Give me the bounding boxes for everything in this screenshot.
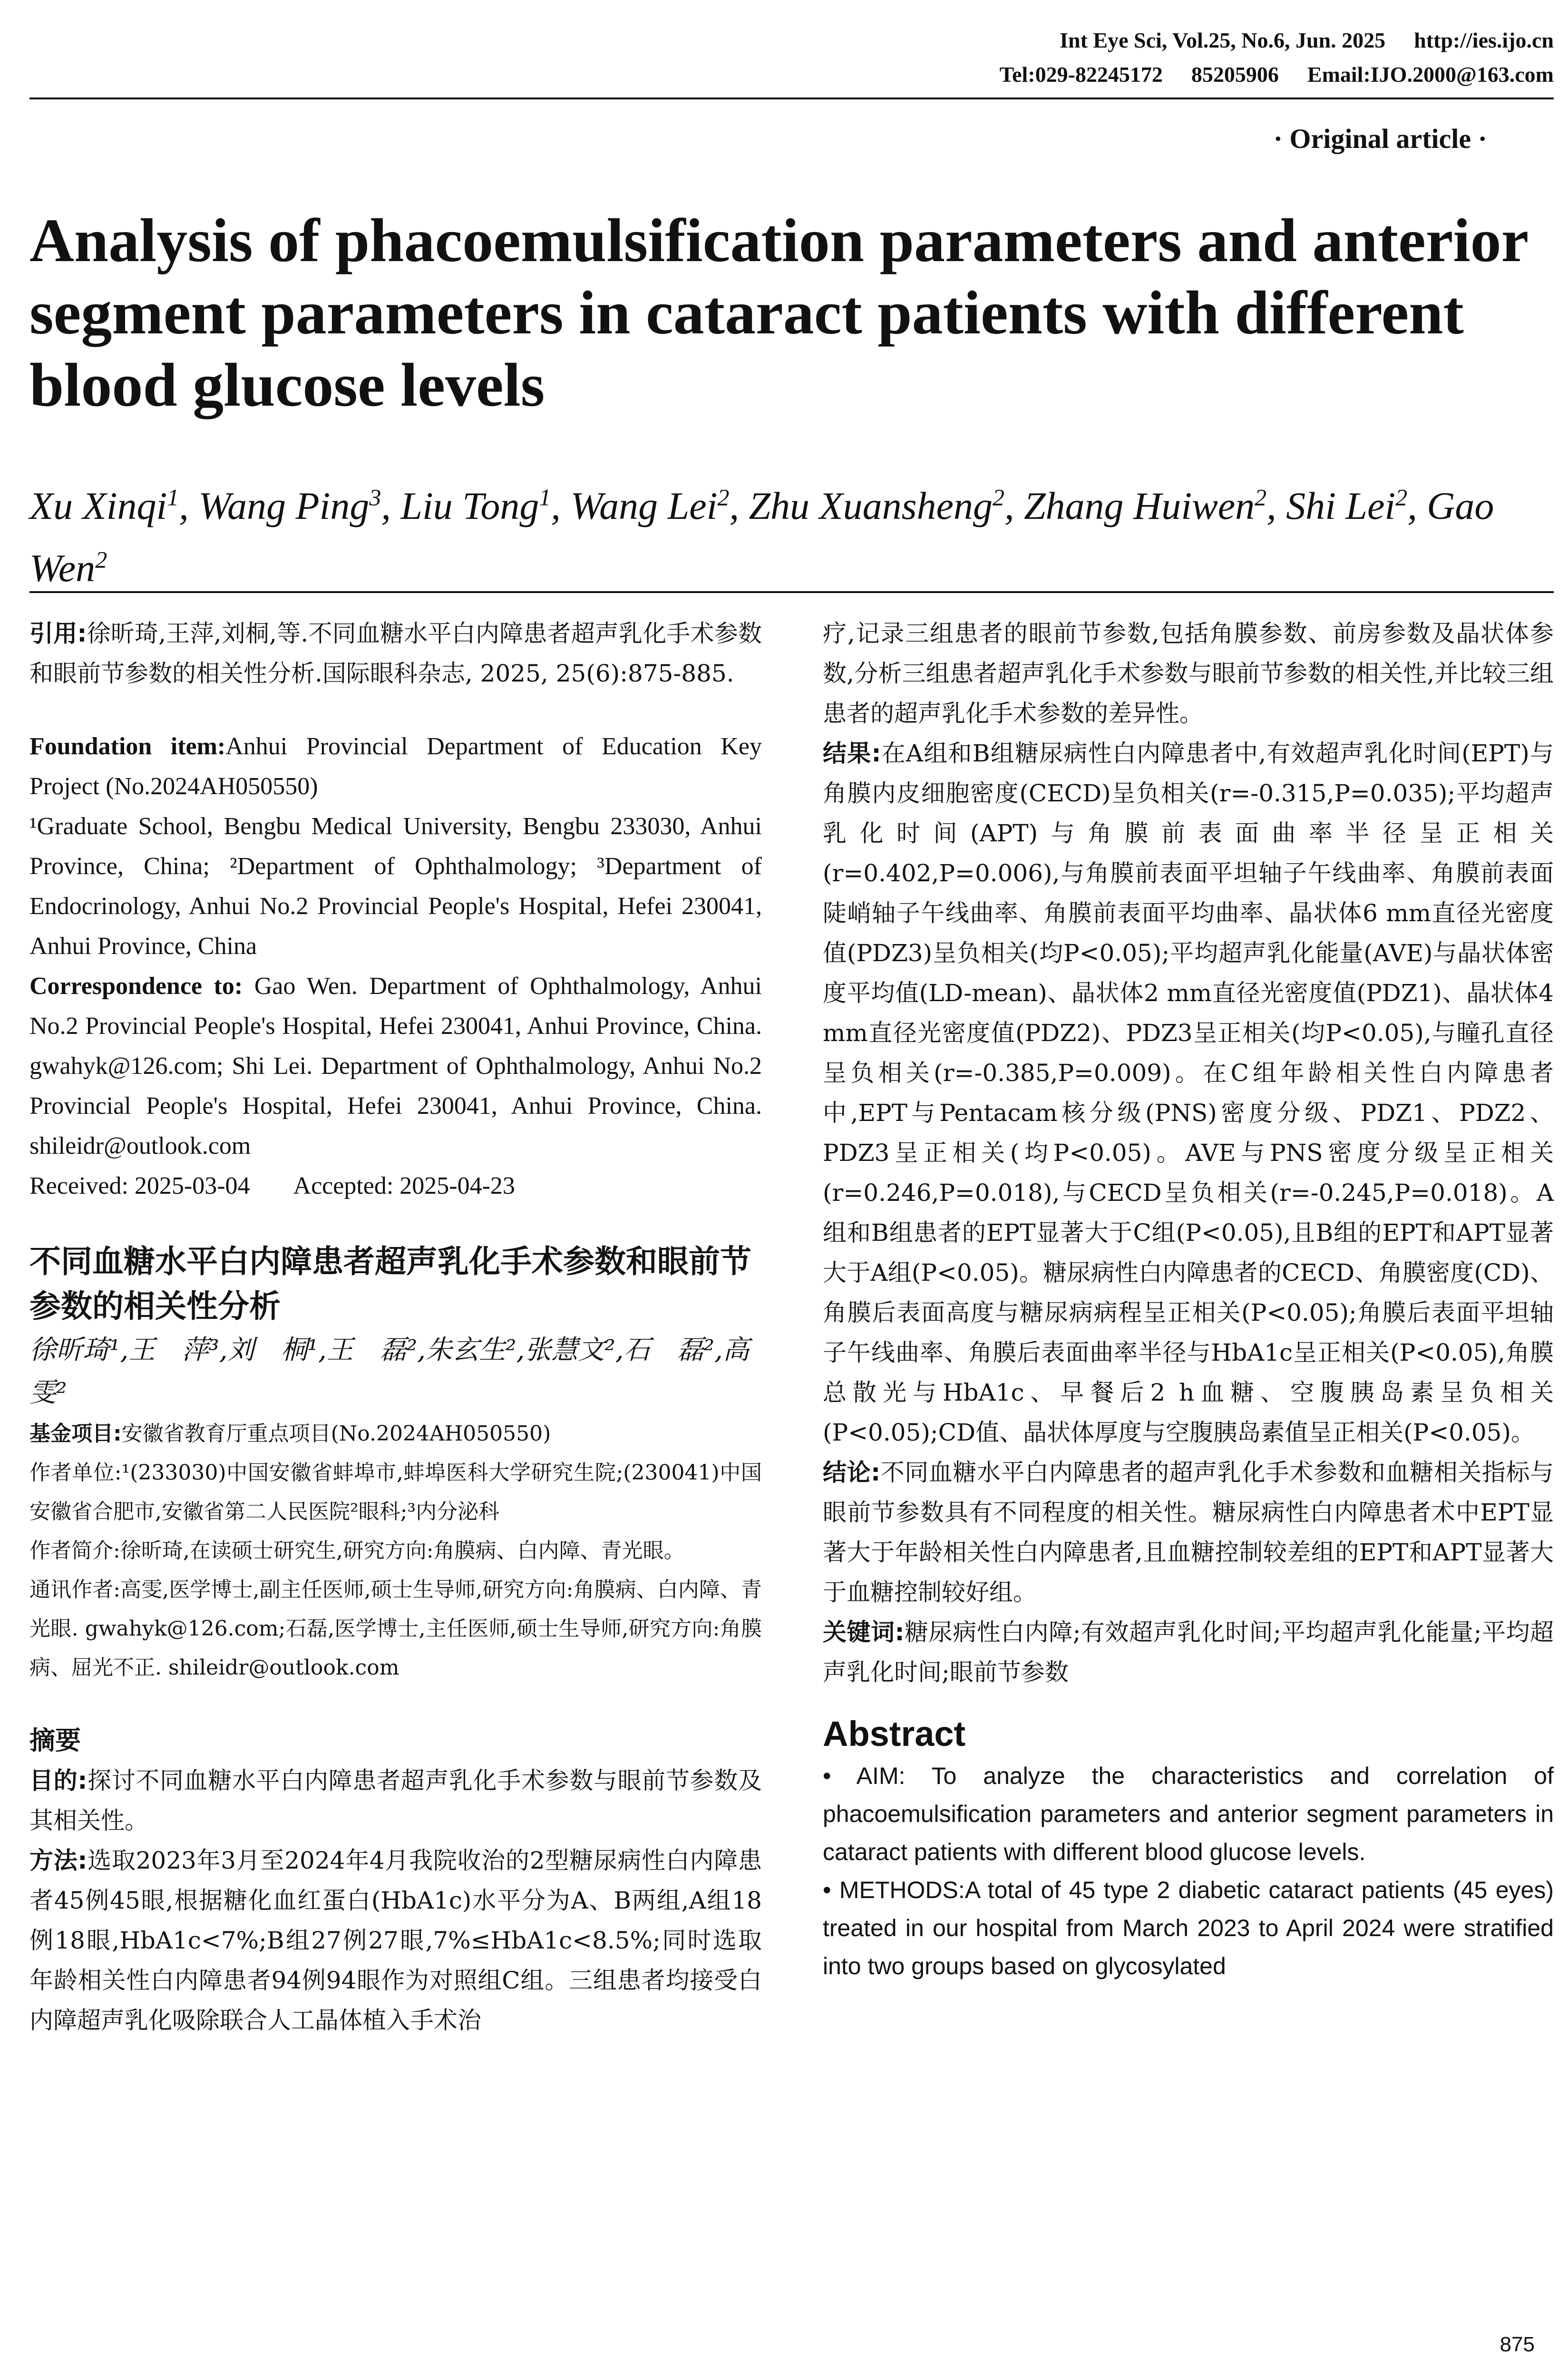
affiliations: ¹Graduate School, Bengbu Medical University, Bengbu 233030, Anhui Province, China; ²Department of Ophthalmology; ³Department of Endocrinology, Anhui No.2 Provincial People's Hospital, Hefei 230041, Anhui Province, China bbox=[29, 813, 762, 960]
journal-contact bbox=[1000, 62, 1554, 87]
cn-bio bbox=[29, 1531, 762, 1570]
author-name: Wang Ping$^3$ bbox=[198, 484, 381, 528]
journal-header bbox=[1060, 28, 1554, 53]
aim-cn-text: 探讨不同血糖水平白内障患者超声乳化手术参数与眼前节参数及其相关性。 bbox=[29, 1767, 762, 1834]
cn-unit-text: ¹(233030)中国安徽省蚌埠市,蚌埠医科大学研究生院;(230041)中国安徽省合肥市,安徽省第二人民医院²眼科;³内分泌科 bbox=[29, 1461, 762, 1524]
header-rule bbox=[29, 97, 1554, 99]
methods-en-text: A total of 45 type 2 diabetic cataract patients (45 eyes) treated in our hospital from March 2023 to April 2024 were stratified into two groups based on glycosylated bbox=[823, 1877, 1554, 1979]
methods-cn bbox=[29, 1841, 762, 2040]
author-name: Liu Tong$^1$ bbox=[400, 484, 551, 528]
citation-label: 引用: bbox=[29, 620, 87, 647]
article-title: Analysis of phacoemulsification parameters and anterior segment parameters in cataract patients with different blood glucose levels bbox=[29, 206, 1528, 419]
correspondence-text: Gao Wen. Department of Ophthalmology, Anhui No.2 Provincial People's Hospital, Hefei 230041, Anhui Province, China. gwahyk@126.com; Shi Lei. Department of Ophthalmology, Anhui No.2 Provincial People's Hospital, Hefei 230041, Anhui Province, China. shileidr@outlook.com bbox=[29, 973, 762, 1159]
methods-cn-continued: 疗,记录三组患者的眼前节参数,包括角膜参数、前房参数及晶状体参数,分析三组患者超声乳化手术参数与眼前节参数的相关性,并比较三组患者的超声乳化手术参数的差异性。 bbox=[823, 620, 1554, 727]
aim-cn-label: 目的: bbox=[29, 1767, 88, 1794]
foundation-item bbox=[29, 727, 762, 807]
results-cn-text: 在A组和B组糖尿病性白内障患者中,有效超声乳化时间(EPT)与角膜内皮细胞密度(CECD)呈负相关(r=-0.315,P=0.035);平均超声乳化时间(APT)与角膜前表面曲率半径呈正相关(r=0.402,P=0.006),与角膜前表面平坦轴子午线曲率、角膜前表面陡峭轴子午线曲率、角膜前表面平均曲率、晶状体6 mm直径光密度值(PDZ3)呈负相关(均P<0.05);平均超声乳化能量(AVE)与晶状体密度平均值(LD-mean)、晶状体2 mm直径光密度值(PDZ1)、晶状体4 mm直径光密度值(PDZ2)、PDZ3呈正相关(均P<0.05),与瞳孔直径呈负相关(r=-0.385,P=0.009)。在C组年龄相关性白内障患者中,EPT与Pentacam核分级(PNS)密度分级、PDZ1、PDZ2、PDZ3呈正相关(均P<0.05)。AVE与PNS密度分级呈正相关(r=0.246,P=0.018),与CECD呈负相关(r=-0.245,P=0.018)。A组和B组患者的EPT显著大于C组(P<0.05),且B组的EPT和APT显著大于A组(P<0.05)。糖尿病性白内障患者的CECD、角膜密度(CD)、角膜后表面高度与糖尿病病程呈正相关(P<0.05);角膜后表面平坦轴子午线曲率、角膜后表面曲率半径与HbA1c呈正相关(P<0.05),角膜总散光与HbA1c、早餐后2 h血糖、空腹胰岛素呈负相关(P<0.05);CD值、晶状体厚度与空腹胰岛素值呈正相关(P<0.05)。 bbox=[823, 740, 1554, 1446]
right-column bbox=[823, 614, 1554, 1985]
keywords-cn-text: 糖尿病性白内障;有效超声乳化时间;平均超声乳化能量;平均超声乳化时间;眼前节参数 bbox=[823, 1618, 1554, 1686]
author-rule bbox=[29, 591, 1554, 593]
cn-fund bbox=[29, 1414, 762, 1453]
abstract-en-heading: Abstract bbox=[823, 1714, 966, 1754]
methods-cn-text: 选取2023年3月至2024年4月我院收治的2型糖尿病性白内障患者45例45眼,根据糖化血红蛋白(HbA1c)水平分为A、B两组,A组18例18眼,HbA1c<7%;B组27例27眼,7%≤HbA1c<8.5%;同时选取年龄相关性白内障患者94例94眼作为对照组C组。三组患者均接受白内障超声乳化吸除联合人工晶体植入手术治 bbox=[29, 1847, 762, 2034]
cn-fund-label: 基金项目: bbox=[29, 1422, 122, 1446]
article-type: · Original article · bbox=[1273, 123, 1487, 154]
correspondence-label: Correspondence to: bbox=[29, 973, 243, 1000]
aim-en-text: To analyze the characteristics and correlation of phacoemulsification parameters and anterior segment parameters in cataract patients with different blood glucose levels. bbox=[823, 1763, 1554, 1865]
methods-en bbox=[823, 1871, 1554, 1985]
conclusion-cn bbox=[823, 1452, 1554, 1612]
methods-cn-label: 方法: bbox=[29, 1847, 88, 1874]
citation-text: 徐昕琦,王萍,刘桐,等.不同血糖水平白内障患者超声乳化手术参数和眼前节参数的相关性分析.国际眼科杂志, 2025, 25(6):875-885. bbox=[29, 620, 762, 687]
author-list: Xu Xinqi$^1$, Wang Ping$^3$, Liu Tong$^1$, Wang Lei$^2$, Zhu Xuansheng$^2$, Zhang Huiwen$^2$, Shi Lei$^2$, Gao Wen$^2$ bbox=[29, 484, 1494, 590]
correspondence bbox=[29, 966, 762, 1166]
cn-corr-label: 通讯作者: bbox=[29, 1578, 121, 1602]
cn-fund-text: 安徽省教育厅重点项目(No.2024AH050550) bbox=[121, 1422, 551, 1446]
keywords-cn bbox=[823, 1612, 1554, 1692]
conclusion-cn-label: 结论: bbox=[823, 1459, 881, 1486]
conclusion-cn-text: 不同血糖水平白内障患者的超声乳化手术参数和血糖相关指标与眼前节参数具有不同程度的相关性。糖尿病性白内障患者术中EPT显著大于年龄相关性白内障患者,且血糖控制较差组的EPT和APT显著大于血糖控制较好组。 bbox=[823, 1459, 1554, 1606]
foundation-text: Anhui Provincial Department of Education Key Project (No.2024AH050550) bbox=[29, 733, 762, 800]
journal-tel: Tel:029-82245172 bbox=[999, 62, 1163, 87]
author-affiliation-mark: 2 bbox=[95, 546, 107, 573]
author-affiliation-mark: 1 bbox=[167, 484, 179, 511]
author-name: Zhu Xuansheng$^2$ bbox=[749, 484, 1004, 528]
journal-citation: Int Eye Sci, Vol.25, No.6, Jun. 2025 bbox=[1060, 28, 1386, 52]
cn-corr-text: 高雯,医学博士,副主任医师,硕士生导师,研究方向:角膜病、白内障、青光眼. gwahyk@126.com;石磊,医学博士,主任医师,硕士生导师,研究方向:角膜病、屈光不正. shileidr@outlook.com bbox=[29, 1578, 762, 1680]
journal-tel2: 85205906 bbox=[1191, 62, 1279, 87]
author-name: Wang Lei$^2$ bbox=[570, 484, 730, 528]
results-cn-label: 结果: bbox=[823, 740, 881, 767]
chinese-authors: 徐昕琦¹,王 萍³,刘 桐¹,王 磊²,朱玄生²,张慧文²,石 磊²,高 雯² bbox=[29, 1335, 776, 1408]
author-name: Zhang Huiwen$^2$ bbox=[1023, 484, 1267, 528]
cn-corr bbox=[29, 1570, 762, 1687]
cn-bio-label: 作者简介: bbox=[29, 1539, 120, 1563]
author-name: Gao Wen$^2$ bbox=[29, 484, 1494, 590]
left-column bbox=[29, 614, 776, 2040]
chinese-title: 不同血糖水平白内障患者超声乳化手术参数和眼前节参数的相关性分析 bbox=[29, 1243, 751, 1325]
author-name: Xu Xinqi$^1$ bbox=[29, 484, 179, 528]
author-affiliation-mark: 1 bbox=[539, 484, 551, 511]
results-cn bbox=[823, 733, 1554, 1452]
accepted-date: Accepted: 2025-04-23 bbox=[293, 1172, 515, 1199]
author-name: Shi Lei$^2$ bbox=[1286, 484, 1408, 528]
author-affiliation-mark: 2 bbox=[717, 484, 730, 511]
keywords-cn-label: 关键词: bbox=[823, 1618, 905, 1646]
aim-en-label: • AIM: bbox=[823, 1763, 906, 1789]
methods-en-label: • METHODS: bbox=[823, 1877, 965, 1903]
aim-en bbox=[823, 1757, 1554, 1871]
journal-url[interactable]: http://ies.ijo.cn bbox=[1414, 28, 1554, 52]
foundation-label: Foundation item: bbox=[29, 733, 226, 760]
citation bbox=[29, 614, 762, 693]
author-affiliation-mark: 2 bbox=[992, 484, 1004, 511]
aim-cn bbox=[29, 1761, 762, 1841]
page-number: 875 bbox=[1500, 2333, 1535, 2356]
author-affiliation-mark: 3 bbox=[369, 484, 381, 511]
abstract-cn-heading: 摘要 bbox=[29, 1725, 81, 1755]
cn-bio-text: 徐昕琦,在读硕士研究生,研究方向:角膜病、白内障、青光眼。 bbox=[120, 1539, 685, 1563]
journal-email[interactable]: Email:IJO.2000@163.com bbox=[1307, 62, 1554, 87]
dates bbox=[29, 1166, 762, 1206]
author-affiliation-mark: 2 bbox=[1395, 484, 1408, 511]
author-affiliation-mark: 2 bbox=[1255, 484, 1267, 511]
cn-unit-label: 作者单位: bbox=[29, 1461, 122, 1485]
received-date: Received: 2025-03-04 bbox=[29, 1172, 250, 1199]
cn-unit bbox=[29, 1453, 762, 1531]
